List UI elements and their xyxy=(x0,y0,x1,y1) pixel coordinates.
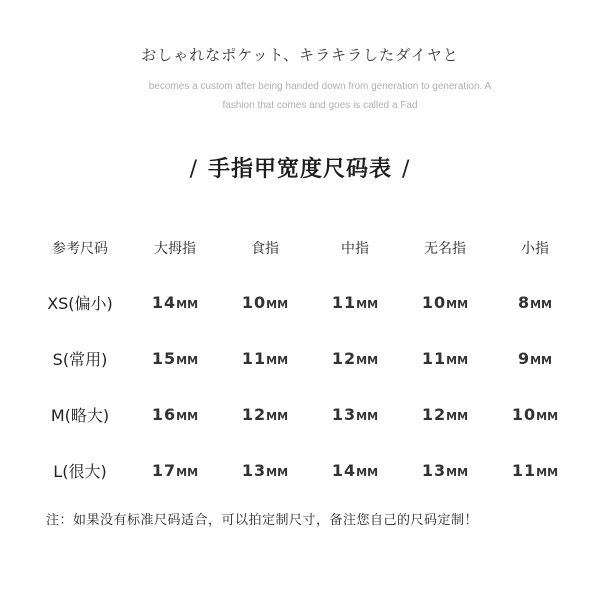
size-cell: 13MM xyxy=(421,460,469,480)
header-thumb: 大拇指 xyxy=(154,241,196,257)
page-title xyxy=(0,152,600,183)
size-cell: 14MM xyxy=(151,292,199,312)
size-label: L(很大) xyxy=(53,461,107,481)
size-cell: 17MM xyxy=(151,460,199,480)
size-cell: 10MM xyxy=(511,404,559,424)
size-cell: 9MM xyxy=(517,348,553,368)
size-cell: 12MM xyxy=(241,404,289,424)
title-left-slash: / xyxy=(189,157,198,182)
header-reference-size: 参考尺码 xyxy=(52,241,108,257)
size-label: M(略大) xyxy=(50,405,110,425)
size-cell: 10MM xyxy=(421,292,469,312)
english-tagline-line-2: fashion that comes and goes is called a Fad xyxy=(222,100,418,111)
size-cell: 10MM xyxy=(241,292,289,312)
header-index-finger: 食指 xyxy=(251,241,279,257)
size-cell: 13MM xyxy=(331,404,379,424)
table-row xyxy=(30,330,580,386)
size-cell: 11MM xyxy=(331,292,379,312)
custom-size-note: 注：如果没有标准尺码适合，可以拍定制尺寸，备注您自己的尺码定制！ xyxy=(46,513,479,528)
size-table xyxy=(30,222,580,498)
size-cell: 14MM xyxy=(331,460,379,480)
size-cell: 8MM xyxy=(517,292,553,312)
header-ring-finger: 无名指 xyxy=(424,241,466,257)
table-row xyxy=(30,386,580,442)
size-cell: 12MM xyxy=(421,404,469,424)
header-little-finger: 小指 xyxy=(521,241,549,257)
english-tagline-line-1: becomes a custom after being handed down from generation to generation. A xyxy=(148,81,492,92)
title-text: 手指甲宽度尺码表 xyxy=(207,157,392,182)
header-middle-finger: 中指 xyxy=(341,241,369,257)
size-cell: 11MM xyxy=(511,460,559,480)
size-label: XS(偏小) xyxy=(47,293,113,313)
english-tagline xyxy=(120,77,520,115)
size-cell: 16MM xyxy=(151,404,199,424)
size-cell: 15MM xyxy=(151,348,199,368)
size-cell: 11MM xyxy=(241,348,289,368)
title-right-slash: / xyxy=(402,157,411,182)
size-cell: 11MM xyxy=(421,348,469,368)
japanese-tagline: おしゃれなポケット、キラキラしたダイヤと xyxy=(141,46,459,64)
table-row xyxy=(30,442,580,498)
size-cell: 12MM xyxy=(331,348,379,368)
size-label: S(常用) xyxy=(52,349,108,369)
table-row xyxy=(30,274,580,330)
table-header-row xyxy=(30,222,580,274)
size-cell: 13MM xyxy=(241,460,289,480)
